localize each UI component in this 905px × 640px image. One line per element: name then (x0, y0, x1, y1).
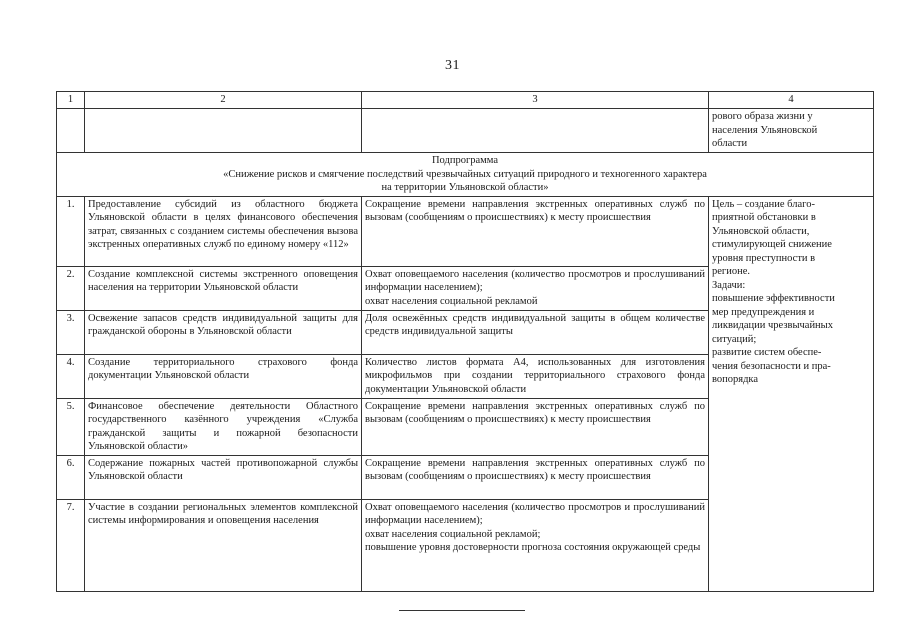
continued-cell-4 (709, 109, 874, 153)
goal-line: Цель – создание благо- (712, 198, 815, 210)
table-row (57, 196, 874, 266)
indicator-cell: Доля освежённых средств индивидуальной защиты в общем количестве средств индивидуальной защиты (362, 310, 709, 354)
goal-line: повышение эффективности (712, 293, 835, 304)
subprogram-title-line2: на территории Ульяновской области» (381, 182, 549, 193)
goal-line: стимулирующей снижение (712, 239, 832, 250)
measure-cell: Содержание пожарных частей противопожарной службы Ульяновской области (85, 455, 362, 499)
goal-line: развитие систем обеспе- (712, 347, 822, 358)
footnote-separator-line (399, 610, 525, 611)
goal-cell (709, 196, 874, 591)
subprogram-title-line1: «Снижение рисков и смягчение последствий чрезвычайных ситуаций природного и техногенного характера (223, 168, 707, 180)
continued-cell-3 (362, 109, 709, 153)
continued-line: населения Ульяновской (712, 124, 818, 136)
measure-cell: Создание комплексной системы экстренного оповещения населения на территории Ульяновской области (85, 266, 362, 310)
goal-line: Задачи: (712, 279, 746, 291)
subprogram-label: Подпрограмма (431, 155, 499, 166)
column-header-4: 4 (709, 92, 874, 109)
continued-row (57, 109, 874, 153)
row-number: 6. (57, 455, 85, 499)
indicator-cell: Количество листов формата А4, использованных для изготовления микрофильмов при создании территориального страхового фонда документации Ульяновской области (362, 354, 709, 398)
measure-cell: Финансовое обеспечение деятельности Областного государственного казённого учреждения «Служба гражданской защиты и пожарной безопасности Ульяновской области» (85, 398, 362, 455)
goal-line: ситуаций; (712, 333, 757, 345)
continued-line: области (712, 138, 748, 149)
column-header-1: 1 (57, 92, 85, 109)
indicator-cell: Сокращение времени направления экстренных оперативных служб по вызовам (сообщениям о происшествиях) к месту происшествия (362, 196, 709, 266)
row-number: 4. (57, 354, 85, 398)
goal-line: уровня преступности в (712, 252, 816, 264)
indicator-cell: Сокращение времени направления экстренных оперативных служб по вызовам (сообщениям о происшествиях) к месту происшествия (362, 455, 709, 499)
measure-cell: Предоставление субсидий из областного бюджета Ульяновской области в целях финансового обеспечения затрат, связанных с созданием системы обеспечения вызова экстренных оперативных служб по единому номеру «112» (85, 196, 362, 266)
row-number: 5. (57, 398, 85, 455)
goal-line: регионе. (712, 266, 750, 277)
row-number: 7. (57, 499, 85, 591)
measure-cell: Создание территориального страхового фонда документации Ульяновской области (85, 354, 362, 398)
measures-table (56, 91, 874, 592)
goal-line: приятной обстановки в (712, 212, 816, 223)
row-number: 1. (57, 196, 85, 266)
subprogram-heading (57, 153, 874, 197)
continued-cell-2 (85, 109, 362, 153)
indicator-cell: Охват оповещаемого населения (количество просмотров и прослушиваний информации населением); охват населения социальной рекламой; повышение уровня достоверности прогноза состояния окружающей среды (362, 499, 709, 591)
column-header-row (57, 92, 874, 109)
measure-cell: Освежение запасов средств индивидуальной защиты для гражданской обороны в Ульяновской области (85, 310, 362, 354)
indicator-cell: Сокращение времени направления экстренных оперативных служб по вызовам (сообщениям о происшествиях) к месту происшествия (362, 398, 709, 455)
subprogram-row (57, 153, 874, 197)
column-header-2: 2 (85, 92, 362, 109)
goal-line: Ульяновской области, (712, 225, 810, 237)
continued-cell-1 (57, 109, 85, 153)
column-header-3: 3 (362, 92, 709, 109)
goal-line: чения безопасности и пра- (712, 360, 831, 372)
goal-line: ликвидации чрезвычайных (712, 320, 833, 331)
indicator-cell: Охват оповещаемого населения (количество просмотров и прослушиваний информации населением); охват населения социальной рекламой (362, 266, 709, 310)
page-number: 31 (445, 58, 460, 73)
goal-line: мер предупреждения и (712, 306, 815, 318)
row-number: 3. (57, 310, 85, 354)
continued-line: рового образа жизни у (712, 111, 813, 122)
goal-line: вопорядка (712, 374, 759, 385)
row-number: 2. (57, 266, 85, 310)
measure-cell: Участие в создании региональных элементов комплексной системы информирования и оповещения населения (85, 499, 362, 591)
